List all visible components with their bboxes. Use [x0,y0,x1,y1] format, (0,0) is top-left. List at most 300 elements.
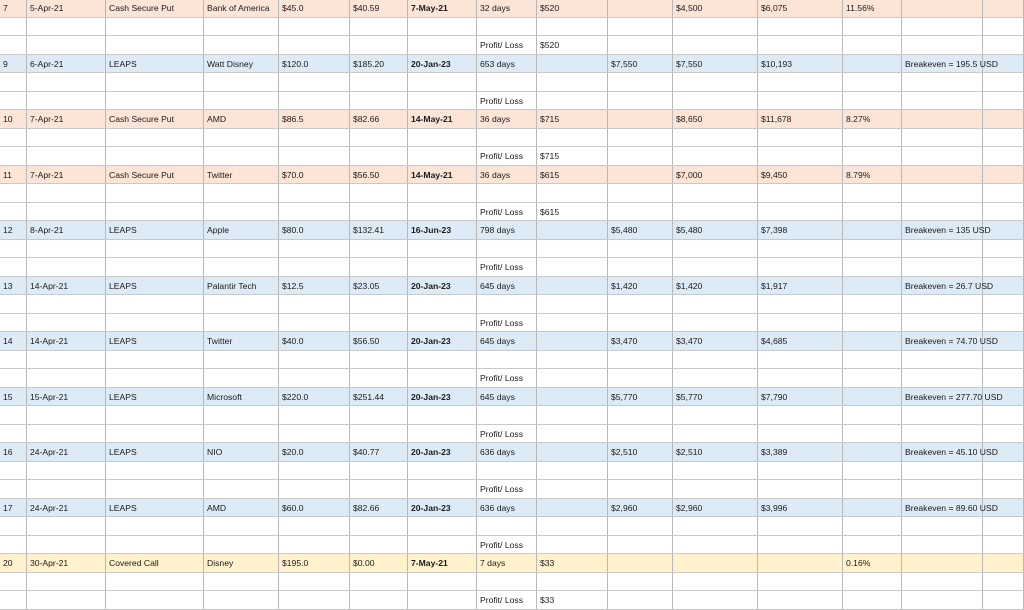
cell-ticker[interactable] [204,73,279,91]
cell-pct[interactable] [843,369,902,387]
cell-price[interactable] [350,203,408,221]
cell-price[interactable] [350,92,408,110]
cell-days[interactable]: Profit/ Loss [477,258,537,276]
cell-premium[interactable] [537,573,608,591]
cell-price[interactable] [350,129,408,147]
cell-type[interactable]: Covered Call [106,554,204,572]
cell-strike[interactable]: $70.0 [279,166,350,184]
cell-pct[interactable] [843,92,902,110]
cell-extra[interactable] [983,425,1024,443]
cell-premium[interactable] [537,295,608,313]
cell-expiry[interactable] [408,591,477,609]
cell-extra[interactable] [983,351,1024,369]
cell-num[interactable]: 7 [0,0,27,17]
cell-expiry[interactable] [408,36,477,54]
cell-cost[interactable] [608,184,673,202]
cell-note[interactable] [902,110,983,128]
cell-ticker[interactable] [204,258,279,276]
cell-date[interactable] [27,295,106,313]
cell-note[interactable] [902,425,983,443]
cell-premium[interactable] [537,92,608,110]
cell-ticker[interactable] [204,536,279,554]
cell-extra[interactable] [983,258,1024,276]
cell-type[interactable] [106,314,204,332]
cell-num[interactable] [0,462,27,480]
cell-ticker[interactable]: AMD [204,110,279,128]
cell-date[interactable] [27,480,106,498]
cell-price[interactable] [350,406,408,424]
cell-value[interactable]: $1,917 [758,277,843,295]
cell-expiry[interactable]: 20-Jan-23 [408,332,477,350]
cell-price[interactable] [350,147,408,165]
cell-collateral[interactable] [673,295,758,313]
cell-note[interactable]: Breakeven = 135 USD [902,221,983,239]
cell-note[interactable] [902,573,983,591]
cell-cost[interactable] [608,425,673,443]
cell-pct[interactable] [843,573,902,591]
cell-pct[interactable] [843,462,902,480]
cell-num[interactable]: 11 [0,166,27,184]
cell-ticker[interactable] [204,147,279,165]
cell-ticker[interactable] [204,517,279,535]
cell-cost[interactable]: $1,420 [608,277,673,295]
cell-note[interactable] [902,536,983,554]
cell-type[interactable] [106,517,204,535]
cell-premium[interactable] [537,499,608,517]
cell-strike[interactable] [279,369,350,387]
cell-expiry[interactable]: 7-May-21 [408,0,477,17]
cell-num[interactable]: 20 [0,554,27,572]
cell-date[interactable] [27,184,106,202]
cell-price[interactable]: $0.00 [350,554,408,572]
cell-pct[interactable] [843,203,902,221]
cell-expiry[interactable] [408,351,477,369]
cell-pct[interactable] [843,480,902,498]
cell-days[interactable]: Profit/ Loss [477,425,537,443]
cell-days[interactable] [477,351,537,369]
cell-date[interactable]: 14-Apr-21 [27,277,106,295]
cell-premium[interactable] [537,332,608,350]
cell-type[interactable]: LEAPS [106,443,204,461]
cell-premium[interactable]: $520 [537,0,608,17]
cell-type[interactable] [106,425,204,443]
cell-ticker[interactable]: Apple [204,221,279,239]
cell-date[interactable] [27,92,106,110]
cell-price[interactable]: $82.66 [350,110,408,128]
cell-expiry[interactable] [408,258,477,276]
cell-cost[interactable] [608,591,673,609]
cell-note[interactable] [902,18,983,36]
cell-pct[interactable] [843,388,902,406]
cell-extra[interactable] [983,147,1024,165]
cell-cost[interactable] [608,554,673,572]
cell-type[interactable] [106,351,204,369]
cell-strike[interactable] [279,184,350,202]
cell-strike[interactable] [279,203,350,221]
cell-days[interactable]: Profit/ Loss [477,92,537,110]
cell-days[interactable]: Profit/ Loss [477,36,537,54]
cell-price[interactable] [350,369,408,387]
cell-pct[interactable] [843,147,902,165]
cell-strike[interactable] [279,295,350,313]
cell-ticker[interactable] [204,591,279,609]
cell-date[interactable] [27,36,106,54]
cell-ticker[interactable]: NIO [204,443,279,461]
cell-expiry[interactable] [408,369,477,387]
cell-extra[interactable] [983,369,1024,387]
cell-extra[interactable] [983,73,1024,91]
cell-collateral[interactable] [673,536,758,554]
cell-date[interactable] [27,203,106,221]
cell-extra[interactable] [983,92,1024,110]
cell-strike[interactable]: $220.0 [279,388,350,406]
cell-num[interactable] [0,203,27,221]
cell-date[interactable] [27,573,106,591]
cell-ticker[interactable] [204,18,279,36]
cell-pct[interactable] [843,36,902,54]
cell-value[interactable] [758,203,843,221]
cell-note[interactable] [902,240,983,258]
cell-date[interactable] [27,351,106,369]
cell-price[interactable] [350,73,408,91]
cell-value[interactable] [758,73,843,91]
cell-cost[interactable] [608,258,673,276]
cell-note[interactable] [902,517,983,535]
cell-value[interactable] [758,258,843,276]
cell-num[interactable] [0,369,27,387]
cell-extra[interactable] [983,184,1024,202]
cell-cost[interactable] [608,166,673,184]
cell-ticker[interactable] [204,203,279,221]
cell-premium[interactable] [537,517,608,535]
cell-date[interactable]: 8-Apr-21 [27,221,106,239]
cell-ticker[interactable]: Twitter [204,166,279,184]
cell-days[interactable] [477,406,537,424]
cell-type[interactable]: LEAPS [106,55,204,73]
cell-ticker[interactable]: Bank of America [204,0,279,17]
cell-note[interactable] [902,554,983,572]
cell-pct[interactable] [843,406,902,424]
cell-cost[interactable] [608,536,673,554]
cell-price[interactable] [350,351,408,369]
cell-days[interactable]: 798 days [477,221,537,239]
cell-pct[interactable] [843,314,902,332]
cell-note[interactable] [902,295,983,313]
cell-pct[interactable] [843,425,902,443]
cell-ticker[interactable]: Microsoft [204,388,279,406]
cell-num[interactable]: 14 [0,332,27,350]
cell-date[interactable] [27,258,106,276]
cell-pct[interactable] [843,129,902,147]
cell-date[interactable]: 24-Apr-21 [27,499,106,517]
cell-num[interactable]: 13 [0,277,27,295]
cell-price[interactable] [350,517,408,535]
cell-cost[interactable] [608,147,673,165]
cell-days[interactable] [477,18,537,36]
cell-ticker[interactable]: AMD [204,499,279,517]
cell-expiry[interactable]: 16-Jun-23 [408,221,477,239]
cell-strike[interactable] [279,351,350,369]
cell-pct[interactable] [843,184,902,202]
cell-days[interactable]: Profit/ Loss [477,147,537,165]
cell-strike[interactable] [279,73,350,91]
cell-date[interactable]: 6-Apr-21 [27,55,106,73]
cell-extra[interactable] [983,221,1024,239]
cell-type[interactable] [106,73,204,91]
cell-expiry[interactable] [408,92,477,110]
cell-collateral[interactable] [673,351,758,369]
cell-cost[interactable] [608,92,673,110]
cell-value[interactable] [758,554,843,572]
cell-premium[interactable] [537,425,608,443]
cell-note[interactable] [902,258,983,276]
cell-note[interactable] [902,203,983,221]
cell-collateral[interactable]: $3,470 [673,332,758,350]
cell-date[interactable] [27,462,106,480]
cell-value[interactable] [758,18,843,36]
cell-price[interactable]: $132.41 [350,221,408,239]
cell-strike[interactable] [279,517,350,535]
cell-expiry[interactable] [408,536,477,554]
cell-value[interactable] [758,295,843,313]
cell-note[interactable] [902,591,983,609]
cell-note[interactable] [902,166,983,184]
cell-days[interactable] [477,73,537,91]
cell-premium[interactable] [537,258,608,276]
cell-collateral[interactable] [673,314,758,332]
cell-date[interactable]: 14-Apr-21 [27,332,106,350]
cell-type[interactable]: LEAPS [106,332,204,350]
cell-num[interactable]: 10 [0,110,27,128]
cell-extra[interactable] [983,277,1024,295]
cell-extra[interactable] [983,110,1024,128]
cell-extra[interactable] [983,129,1024,147]
cell-ticker[interactable] [204,480,279,498]
cell-ticker[interactable] [204,184,279,202]
cell-cost[interactable] [608,295,673,313]
cell-expiry[interactable]: 14-May-21 [408,110,477,128]
cell-price[interactable] [350,591,408,609]
cell-price[interactable] [350,36,408,54]
cell-type[interactable] [106,203,204,221]
cell-value[interactable] [758,147,843,165]
cell-cost[interactable] [608,18,673,36]
cell-expiry[interactable] [408,480,477,498]
cell-extra[interactable] [983,388,1024,406]
cell-note[interactable] [902,147,983,165]
cell-value[interactable]: $7,790 [758,388,843,406]
cell-date[interactable] [27,536,106,554]
cell-premium[interactable] [537,277,608,295]
cell-days[interactable]: Profit/ Loss [477,480,537,498]
cell-value[interactable]: $7,398 [758,221,843,239]
cell-extra[interactable] [983,332,1024,350]
cell-extra[interactable] [983,499,1024,517]
cell-note[interactable]: Breakeven = 74.70 USD [902,332,983,350]
cell-price[interactable] [350,240,408,258]
cell-extra[interactable] [983,480,1024,498]
cell-value[interactable] [758,573,843,591]
cell-pct[interactable] [843,443,902,461]
cell-type[interactable] [106,258,204,276]
cell-value[interactable] [758,425,843,443]
cell-collateral[interactable] [673,554,758,572]
cell-extra[interactable] [983,462,1024,480]
cell-expiry[interactable] [408,573,477,591]
cell-value[interactable] [758,240,843,258]
cell-price[interactable] [350,184,408,202]
cell-value[interactable]: $4,685 [758,332,843,350]
cell-collateral[interactable] [673,184,758,202]
cell-expiry[interactable] [408,240,477,258]
cell-collateral[interactable]: $8,650 [673,110,758,128]
cell-cost[interactable] [608,462,673,480]
cell-num[interactable]: 16 [0,443,27,461]
cell-strike[interactable]: $45.0 [279,0,350,17]
cell-strike[interactable] [279,406,350,424]
cell-strike[interactable] [279,536,350,554]
cell-days[interactable]: Profit/ Loss [477,314,537,332]
cell-collateral[interactable] [673,517,758,535]
cell-date[interactable]: 5-Apr-21 [27,0,106,17]
cell-extra[interactable] [983,591,1024,609]
cell-pct[interactable] [843,221,902,239]
cell-days[interactable] [477,295,537,313]
cell-pct[interactable] [843,517,902,535]
cell-extra[interactable] [983,203,1024,221]
cell-days[interactable]: 36 days [477,110,537,128]
cell-strike[interactable]: $20.0 [279,443,350,461]
cell-date[interactable]: 30-Apr-21 [27,554,106,572]
cell-extra[interactable] [983,0,1024,17]
cell-date[interactable] [27,73,106,91]
cell-expiry[interactable]: 14-May-21 [408,166,477,184]
cell-ticker[interactable] [204,573,279,591]
cell-collateral[interactable]: $7,000 [673,166,758,184]
cell-strike[interactable] [279,240,350,258]
cell-note[interactable] [902,314,983,332]
cell-type[interactable]: Cash Secure Put [106,0,204,17]
cell-type[interactable] [106,147,204,165]
cell-cost[interactable] [608,73,673,91]
cell-type[interactable]: Cash Secure Put [106,110,204,128]
cell-cost[interactable] [608,573,673,591]
cell-days[interactable] [477,184,537,202]
cell-value[interactable] [758,184,843,202]
cell-note[interactable]: Breakeven = 26.7 USD [902,277,983,295]
cell-type[interactable] [106,129,204,147]
cell-cost[interactable] [608,36,673,54]
cell-cost[interactable] [608,203,673,221]
cell-date[interactable] [27,369,106,387]
cell-type[interactable] [106,480,204,498]
cell-strike[interactable]: $12.5 [279,277,350,295]
cell-extra[interactable] [983,536,1024,554]
cell-cost[interactable] [608,129,673,147]
cell-value[interactable] [758,480,843,498]
cell-num[interactable] [0,184,27,202]
cell-expiry[interactable]: 20-Jan-23 [408,443,477,461]
cell-collateral[interactable] [673,73,758,91]
cell-price[interactable] [350,258,408,276]
cell-num[interactable] [0,92,27,110]
cell-strike[interactable] [279,258,350,276]
cell-premium[interactable] [537,18,608,36]
cell-value[interactable] [758,92,843,110]
cell-value[interactable] [758,351,843,369]
cell-price[interactable]: $82.66 [350,499,408,517]
cell-note[interactable] [902,480,983,498]
cell-collateral[interactable] [673,92,758,110]
cell-note[interactable] [902,184,983,202]
cell-cost[interactable]: $3,470 [608,332,673,350]
cell-expiry[interactable] [408,18,477,36]
cell-premium[interactable]: $615 [537,166,608,184]
cell-extra[interactable] [983,406,1024,424]
cell-date[interactable] [27,517,106,535]
cell-date[interactable] [27,314,106,332]
cell-date[interactable] [27,406,106,424]
cell-premium[interactable]: $520 [537,36,608,54]
cell-cost[interactable]: $5,770 [608,388,673,406]
cell-pct[interactable] [843,277,902,295]
cell-strike[interactable] [279,591,350,609]
cell-pct[interactable] [843,536,902,554]
cell-pct[interactable] [843,332,902,350]
cell-price[interactable] [350,425,408,443]
cell-collateral[interactable]: $5,480 [673,221,758,239]
cell-date[interactable] [27,129,106,147]
cell-ticker[interactable]: Disney [204,554,279,572]
cell-value[interactable] [758,129,843,147]
cell-price[interactable]: $40.77 [350,443,408,461]
cell-cost[interactable]: $5,480 [608,221,673,239]
cell-days[interactable]: 36 days [477,166,537,184]
cell-strike[interactable] [279,36,350,54]
cell-num[interactable] [0,73,27,91]
cell-premium[interactable] [537,443,608,461]
cell-days[interactable]: 32 days [477,0,537,17]
cell-num[interactable] [0,240,27,258]
cell-ticker[interactable] [204,92,279,110]
cell-value[interactable] [758,462,843,480]
cell-type[interactable]: LEAPS [106,221,204,239]
cell-num[interactable] [0,573,27,591]
cell-type[interactable] [106,369,204,387]
cell-strike[interactable]: $80.0 [279,221,350,239]
cell-expiry[interactable] [408,184,477,202]
cell-collateral[interactable] [673,240,758,258]
cell-date[interactable]: 7-Apr-21 [27,110,106,128]
cell-expiry[interactable] [408,73,477,91]
cell-expiry[interactable] [408,406,477,424]
cell-collateral[interactable]: $2,510 [673,443,758,461]
cell-ticker[interactable]: Twitter [204,332,279,350]
cell-collateral[interactable] [673,203,758,221]
cell-cost[interactable] [608,351,673,369]
cell-type[interactable] [106,92,204,110]
cell-num[interactable] [0,147,27,165]
cell-ticker[interactable]: Palantir Tech [204,277,279,295]
cell-cost[interactable] [608,369,673,387]
cell-pct[interactable]: 8.79% [843,166,902,184]
cell-num[interactable]: 9 [0,55,27,73]
cell-type[interactable]: Cash Secure Put [106,166,204,184]
cell-value[interactable] [758,517,843,535]
cell-days[interactable]: 636 days [477,499,537,517]
cell-note[interactable] [902,36,983,54]
cell-collateral[interactable] [673,406,758,424]
